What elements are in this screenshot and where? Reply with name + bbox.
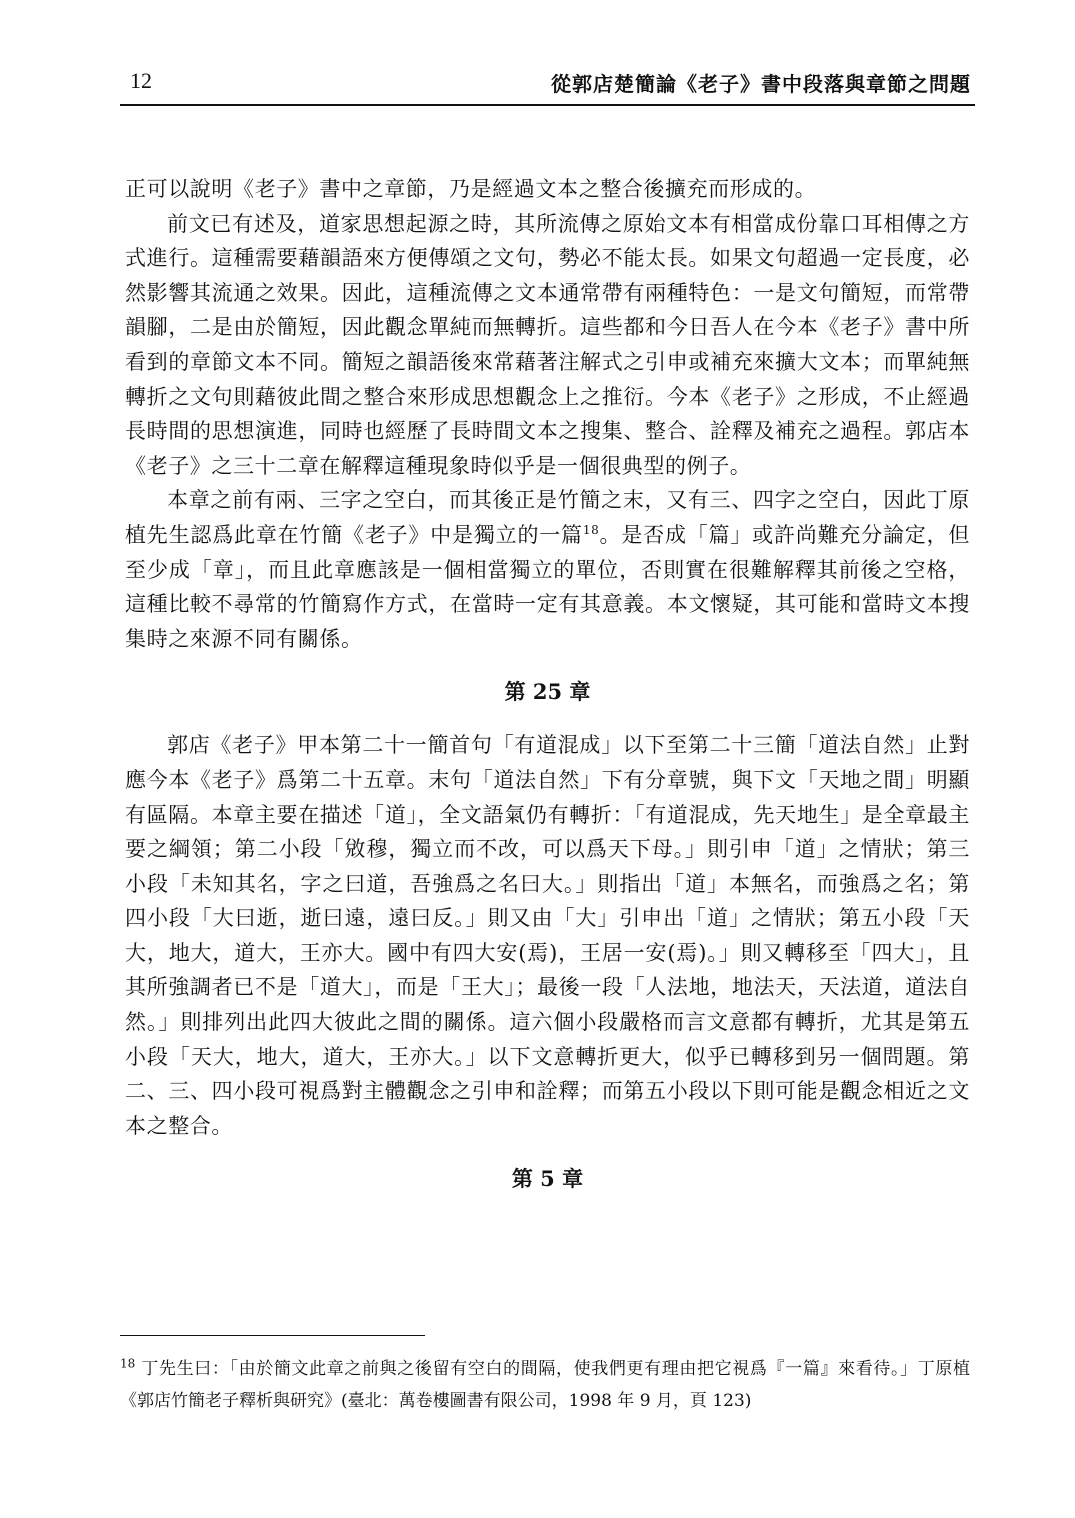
body-text	[125, 172, 970, 1215]
page-number: 12	[130, 68, 152, 93]
running-header	[120, 60, 975, 106]
section-heading-chapter-5: 第 5 章	[511, 1166, 584, 1192]
footnote-ref-18[interactable]: 18	[582, 522, 600, 537]
running-title: 從郭店楚簡論《老子》書中段落與章節之問題	[551, 72, 971, 96]
footnote-number: 18	[120, 1356, 136, 1371]
paragraph-2: 前文已有述及，道家思想起源之時，其所流傳之原始文本有相當成份靠口耳相傳之方式進行。這種需要藉韻語來方便傳頌之文句，勢必不能太長。如果文句超過一定長度，必然影響其流通之效果。因此，這種流傳之文本通常帶有兩種特色：一是文句簡短，而常帶韻腳，二是由於簡短，因此觀念單純而無轉折。這些都和今日吾人在今本《老子》書中所看到的章節文本不同。簡短之韻語後來常藉著注解式之引申或補充來擴大文本；而單純無轉折之文句則藉彼此間之整合來形成思想觀念上之推衍。今本《老子》之形成，不止經過長時間的思想演進，同時也經歷了長時間文本之搜集、整合、詮釋及補充之過程。郭店本《老子》之三十二章在解釋這種現象時似乎是一個很典型的例子。	[125, 211, 970, 478]
footnote-rule	[120, 1335, 425, 1336]
section-heading-chapter-25: 第 25 章	[504, 679, 591, 705]
paragraph-1: 正可以說明《老子》書中之章節，乃是經過文本之整合後擴充而形成的。	[125, 177, 817, 201]
footnote-18	[120, 1353, 970, 1417]
paragraph-3-text-b: 。是否成「篇」或許尚難充分論定，但至少成「章」，而且此章應該是一個相當獨立的單位，否則實在很難解釋其前後之空格，這種比較不尋常的竹簡寫作方式，在當時一定有其意義。本文懷疑，其可能和當時文本搜集時之來源不同有關係。	[125, 522, 970, 651]
paragraph-3	[125, 483, 970, 656]
paragraph-4: 郭店《老子》甲本第二十一簡首句「有道混成」以下至第二十三簡「道法自然」止對應今本《老子》爲第二十五章。末句「道法自然」下有分章號，與下文「天地之間」明顯有區隔。本章主要在描述「道」，全文語氣仍有轉折：「有道混成，先天地生」是全章最主要之綱領；第二小段「敓穆，獨立而不改，可以爲天下母。」則引申「道」之情狀；第三小段「未知其名，字之曰道，吾強爲之名曰大。」則指出「道」本無名，而強爲之名；第四小段「大曰逝，逝曰遠，遠曰反。」則又由「大」引申出「道」之情狀；第五小段「天大，地大，道大，王亦大。國中有四大安(焉)，王居一安(焉)。」則又轉移至「四大」，且其所強調者已不是「道大」，而是「王大」；最後一段「人法地，地法天，天法道，道法自然。」則排列出此四大彼此之間的關係。這六個小段嚴格而言文意都有轉折，尤其是第五小段「天大，地大，道大，王亦大。」以下文意轉折更大，似乎已轉移到另一個問題。第二、三、四小段可視爲對主體觀念之引申和詮釋；而第五小段以下則可能是觀念相近之文本之整合。	[125, 733, 970, 1138]
paragraph-3-text-a: 本章之前有兩、三字之空白，而其後正是竹簡之末，又有三、四字之空白，因此丁原植先生認爲此章在竹簡《老子》中是獨立的一篇	[125, 488, 970, 547]
footnote-text: 丁先生曰：「由於簡文此章之前與之後留有空白的間隔，使我們更有理由把它視爲『一篇』來看待。」丁原植《郭店竹簡老子釋析與研究》(臺北：萬卷樓圖書有限公司，1998 年 9 月，頁 123)	[120, 1359, 971, 1411]
